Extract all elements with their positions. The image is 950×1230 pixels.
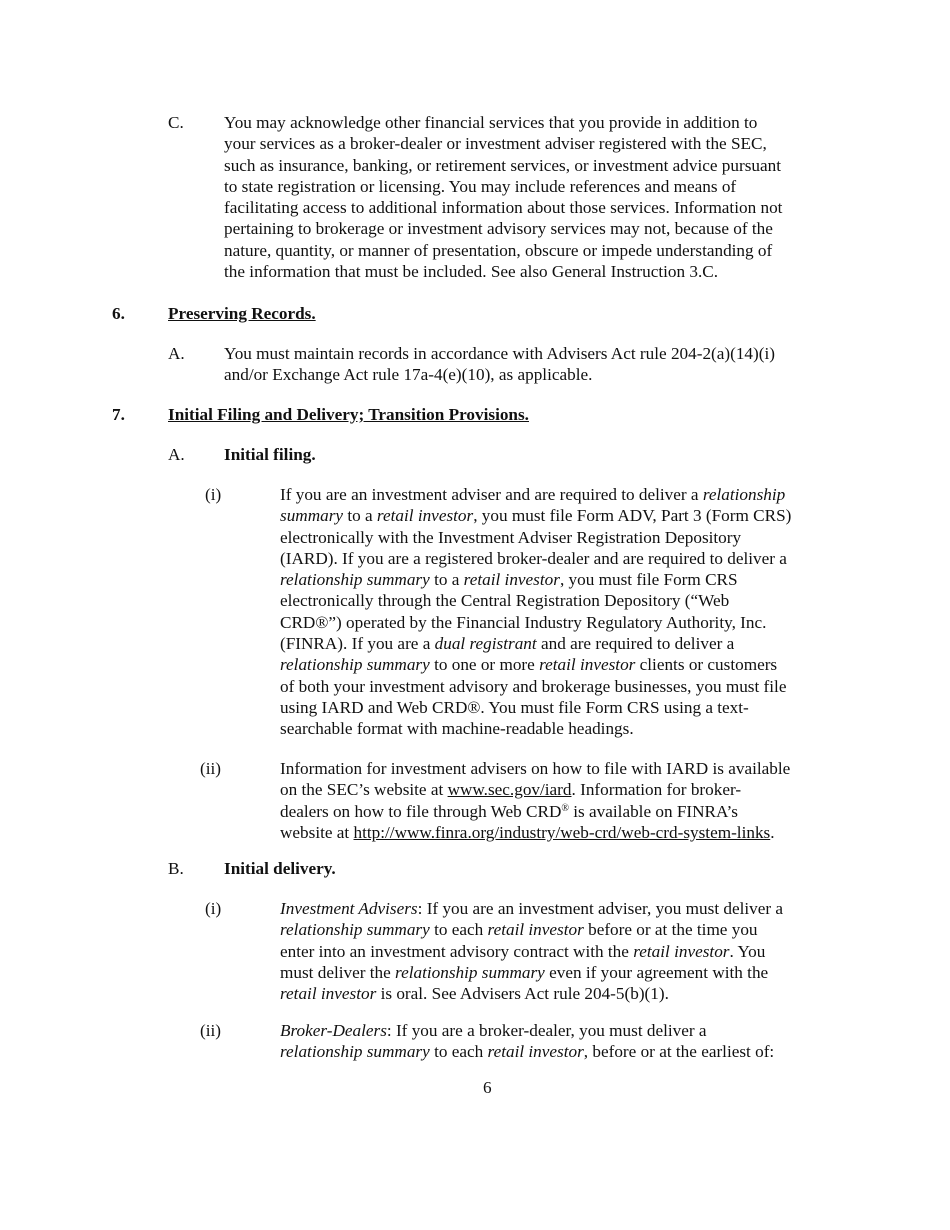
item-ii-label: (ii): [200, 1021, 221, 1040]
section-7-item-a-label: A.: [168, 445, 185, 464]
initial-delivery-heading: Initial delivery.: [224, 859, 336, 878]
section-6-number: 6.: [112, 304, 125, 323]
text-line: the information that must be included. See also General Instruction 3.C.: [224, 262, 719, 282]
text-line: of both your investment advisory and brokerage businesses, you must file: [280, 676, 787, 696]
text-line: summary to a retail investor, you must file Form ADV, Part 3 (Form CRS): [280, 506, 792, 526]
text-line: CRD®”) operated by the Financial Industry Regulatory Authority, Inc.: [280, 612, 767, 632]
initial-filing-heading: Initial filing.: [224, 445, 316, 464]
text-line: enter into an investment advisory contract with the retail investor. You: [280, 941, 766, 961]
text-line: relationship summary to each retail investor, before or at the earliest of:: [280, 1042, 775, 1062]
item-ii-text: [280, 758, 790, 843]
registered-mark: ®: [561, 802, 569, 814]
text-line: relationship summary to one or more retail investor clients or customers: [280, 655, 778, 675]
item-i-label: (i): [205, 485, 222, 504]
text-line: website at http://www.finra.org/industry/web-crd/web-crd-system-links.: [280, 822, 775, 842]
text-line: facilitating access to additional information about those services. Information not: [224, 198, 783, 218]
item-ii-text: [280, 1020, 774, 1063]
sec-iard-link[interactable]: www.sec.gov/iard: [447, 780, 572, 800]
text-line: (FINRA). If you are a dual registrant and are required to deliver a: [280, 634, 735, 654]
section-7-item-b-label: B.: [168, 859, 184, 878]
text-line: Information for investment advisers on how to file with IARD is available: [280, 759, 791, 778]
text-line: electronically through the Central Registration Depository (“Web: [280, 591, 730, 611]
text-line: pertaining to brokerage or investment advisory services may not, because of the: [224, 219, 773, 239]
text-line: must deliver the relationship summary even if your agreement with the: [280, 962, 769, 982]
text-line: using IARD and Web CRD®. You must file Form CRS using a text-: [280, 697, 749, 717]
section-7-number: 7.: [112, 405, 125, 424]
text-line: electronically with the Investment Adviser Registration Depository: [280, 527, 742, 547]
text-line: your services as a broker-dealer or investment adviser registered with the SEC,: [224, 134, 767, 154]
page-number: 6: [483, 1078, 492, 1097]
text-line: If you are an investment adviser and are required to deliver a relationship: [280, 485, 786, 504]
text-line: to state registration or licensing. You may include references and means of: [224, 176, 737, 196]
text-line: dealers on how to file through Web CRD® is available on FINRA’s: [280, 801, 738, 821]
item-i-text: [280, 898, 783, 1004]
text-line: relationship summary to each retail investor before or at the time you: [280, 920, 758, 940]
text-line: and/or Exchange Act rule 17a-4(e)(10), as applicable.: [224, 365, 593, 385]
text-line: such as insurance, banking, or retirement services, or investment advice pursuant: [224, 155, 781, 175]
item-ii-label: (ii): [200, 759, 221, 778]
text-line: searchable format with machine-readable headings.: [280, 719, 634, 739]
text-line: You must maintain records in accordance with Advisers Act rule 204-2(a)(14)(i): [224, 344, 775, 363]
item-c-label: C.: [168, 113, 184, 132]
text-line: nature, quantity, or manner of presentation, obscure or impede understanding of: [224, 240, 773, 260]
item-i-label: (i): [205, 899, 222, 918]
section-6-item-a-text: [224, 343, 775, 386]
text-line: retail investor is oral. See Advisers Act rule 204-5(b)(1).: [280, 984, 669, 1004]
text-line: relationship summary to a retail investor, you must file Form CRS: [280, 570, 738, 590]
item-i-text: [280, 484, 791, 740]
finra-link[interactable]: http://www.finra.org/industry/web-crd/web-crd-system-links: [353, 822, 771, 842]
item-c-text: [224, 112, 782, 282]
section-7-title: Initial Filing and Delivery; Transition Provisions.: [168, 405, 529, 424]
text-line: (IARD). If you are a registered broker-dealer and are required to deliver a: [280, 548, 787, 568]
section-6-item-a-label: A.: [168, 344, 185, 363]
text-line: Broker-Dealers: If you are a broker-dealer, you must deliver a: [280, 1021, 707, 1040]
text-line: on the SEC’s website at www.sec.gov/iard. Information for broker-: [280, 780, 742, 800]
section-6-title: Preserving Records.: [168, 304, 316, 323]
text-line: You may acknowledge other financial services that you provide in addition to: [224, 113, 758, 132]
text-line: Investment Advisers: If you are an investment adviser, you must deliver a: [280, 899, 784, 918]
